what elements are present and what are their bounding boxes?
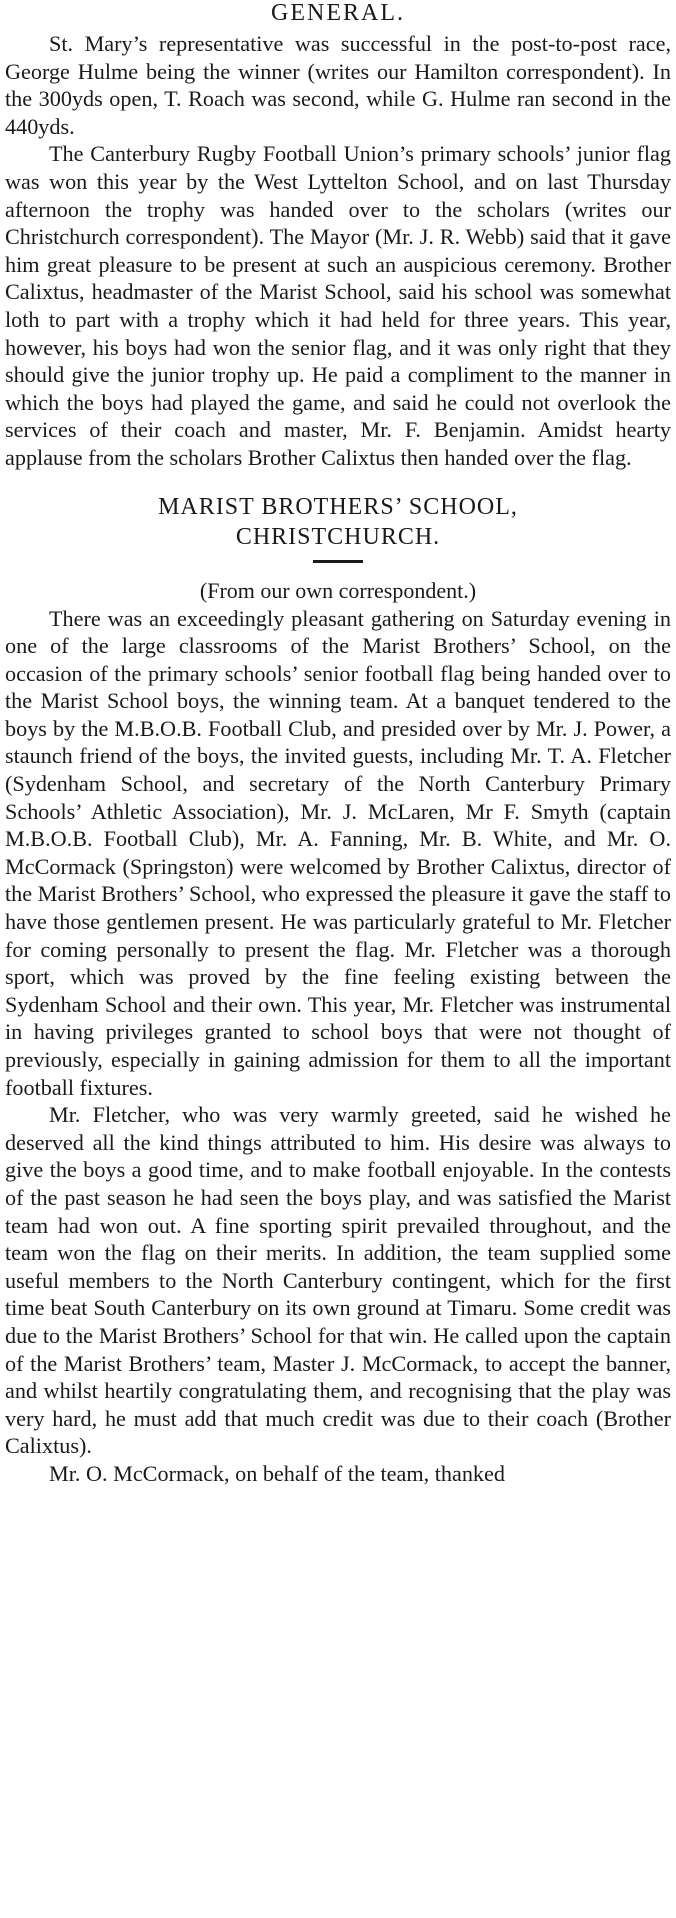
- marist-paragraph-3: Mr. O. McCormack, on behalf of the team, thanked: [49, 1460, 505, 1486]
- correspondent-byline: (From our own correspondent.): [199, 577, 477, 603]
- marist-title-line-2: CHRISTCHURCH.: [235, 523, 441, 550]
- marist-paragraph-1: There was an exceedingly pleasant gathering on Saturday evening in one of the large classrooms of the Marist Brothers’ School, on the occasion of the primary schools’ senior football flag being handed over to the Marist School boys, the winning team. At a banquet tendered to the boys by the M.B.O.B. Football Club, and presided over by Mr. J. Power, a staunch friend of the boys, the invited guests, including Mr. T. A. Fletcher (Sydenham School, and secretary of the North Canterbury Primary Schools’ Athletic Association), Mr. J. McLaren, Mr F. Smyth (captain M.B.O.B. Football Club), Mr. A. Fanning, Mr. B. White, and Mr. O. McCormack (Springston) were welcomed by Brother Calixtus, director of the Marist Brothers’ School, who expressed the pleasure it gave the staff to have those gentlemen present. He was particularly grateful to Mr. Fletcher for coming personally to present the flag. Mr. Fletcher was a thorough sport, which was proved by the fine feeling existing between the Sydenham School and their own. This year, Mr. Fletcher was instrumental in having privileges granted to school boys that were not thought of previously, especially in gaining admission for them to all the important football fixtures.: [5, 605, 671, 1100]
- general-heading: GENERAL.: [271, 0, 405, 26]
- marist-paragraph-2: Mr. Fletcher, who was very warmly greeted, said he wished he deserved all the kind things attributed to him. His desire was always to give the boys a good time, and to make football enjoyable. In the contests of the past season he had seen the boys play, and was satisfied the Marist team had won out. A fine sporting spirit prevailed throughout, and the team won the flag on their merits. In addition, the team supplied some useful members to the North Canterbury contingent, which for the first time beat South Canterbury on its own ground at Timaru. Some credit was due to the Marist Brothers’ School for that win. He called upon the captain of the Marist Brothers’ team, Master J. McCormack, to accept the banner, and whilst heartily congratulating them, and recognising that the play was very hard, he must add that much credit was due to their coach (Brother Calixtus).: [5, 1102, 671, 1459]
- marist-section: [5, 492, 671, 1488]
- newspaper-column: [5, 0, 671, 1488]
- general-paragraph-1: St. Mary’s representative was successful in the post-to-post race, George Hulme being the winner (writes our Hamilton correspondent). In the 300yds open, T. Roach was second, while G. Hulme ran second in the 440yds.: [5, 31, 671, 139]
- general-section: [5, 0, 671, 472]
- marist-title-line-1: MARIST BROTHERS’ SCHOOL,: [158, 493, 518, 520]
- general-paragraph-2: The Canterbury Rugby Football Union’s primary schools’ junior flag was won this year by the West Lyttelton School, and on last Thursday afternoon the trophy was handed over to the scholars (writes our Christchurch correspondent). The Mayor (Mr. J. R. Webb) said that it gave him great pleasure to be present at such an auspicious ceremony. Brother Calixtus, headmaster of the Marist School, said his school was somewhat loth to part with a trophy which it had held for three years. This year, however, his boys had won the senior flag, and it was only right that they should give the junior trophy up. He paid a compliment to the manner in which the boys had played the game, and said he could not overlook the services of their coach and master, Mr. F. Benjamin. Amidst hearty applause from the scholars Brother Calixtus then handed over the flag.: [5, 141, 671, 470]
- title-divider-rule: [313, 560, 363, 563]
